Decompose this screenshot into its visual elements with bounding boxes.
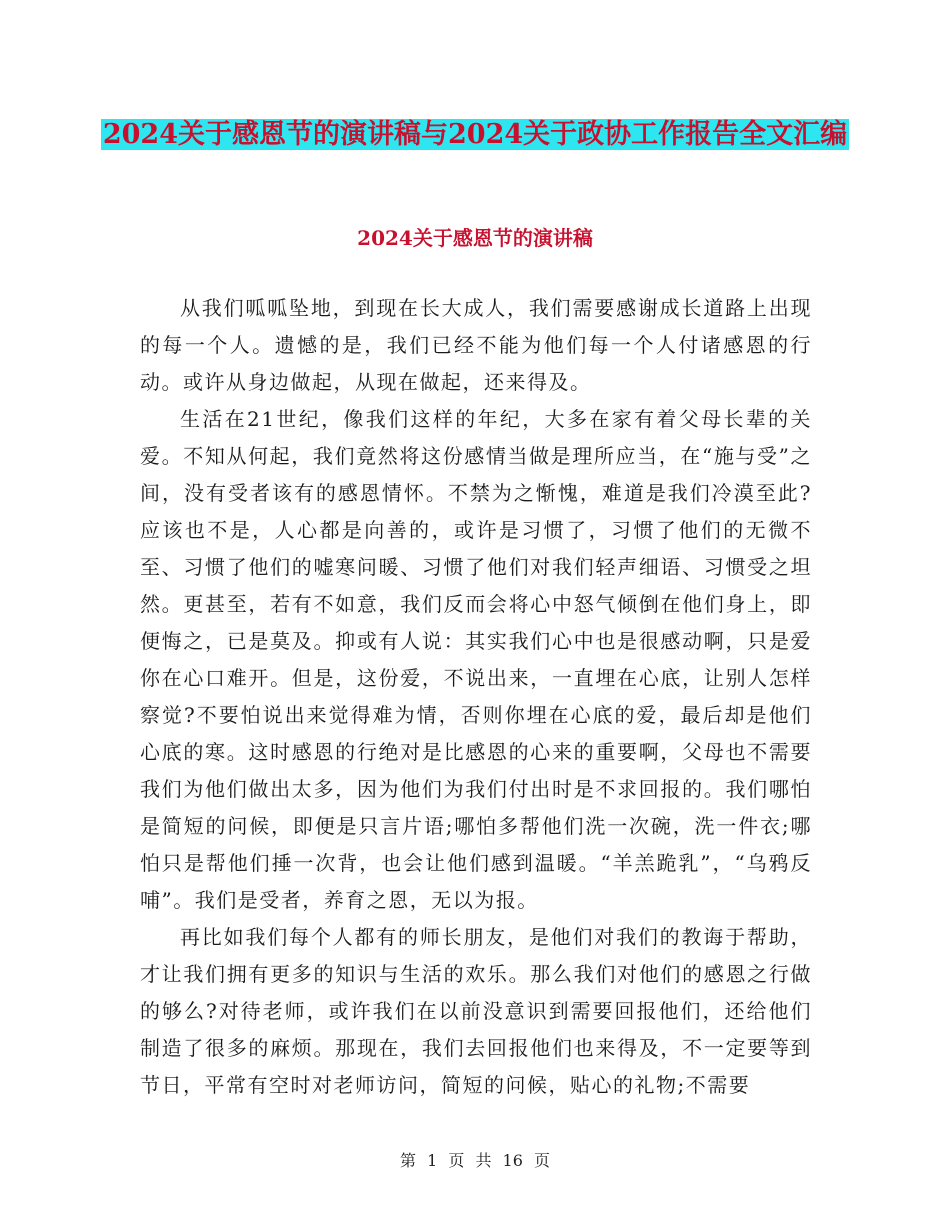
document-title-text: 2024关于感恩节的演讲稿与2024关于政协工作报告全文汇编	[102, 119, 848, 150]
section-title: 2024关于感恩节的演讲稿	[357, 226, 593, 250]
paragraph: 生活在21世纪，像我们这样的年纪，大多在家有着父母长辈的关爱。不知从何起，我们竟然将这份感情当做是理所应当，在“施与受”之间，没有受者该有的感恩情怀。不禁为之惭愧，难道是我们冷漠至此?应该也不是，人心都是向善的，或许是习惯了，习惯了他们的无微不至、习惯了他们的嘘寒问暖、习惯了他们对我们轻声细语、习惯受之坦然。更甚至，若有不如意，我们反而会将心中怒气倾倒在他们身上，即便悔之，已是莫及。抑或有人说：其实我们心中也是很感动啊，只是爱你在心口难开。但是，这份爱，不说出来，一直埋在心底，让别人怎样察觉?不要怕说出来觉得难为情，否则你埋在心底的爱，最后却是他们心底的寒。这时感恩的行绝对是比感恩的心来的重要啊，父母也不需要我们为他们做出太多，因为他们为我们付出时是不求回报的。我们哪怕是简短的问候，即便是只言片语;哪怕多帮他们洗一次碗，洗一件衣;哪怕只是帮他们捶一次背，也会让他们感到温暖。“羊羔跪乳”，“乌鸦反哺”。我们是受者，养育之恩，无以为报。	[140, 407, 812, 912]
page-number-footer: 第 1 页 共 16 页	[400, 1151, 550, 1170]
paragraph: 再比如我们每个人都有的师长朋友，是他们对我们的教诲于帮助，才让我们拥有更多的知识与生活的欢乐。那么我们对他们的感恩之行做的够么?对待老师，或许我们在以前没意识到需要回报他们，还给他们制造了很多的麻烦。那现在，我们去回报他们也来得及，不一定要等到节日，平常有空时对老师访问，简短的问候，贴心的礼物;不需要	[140, 925, 812, 1097]
document-title	[0, 110, 950, 160]
paragraph: 从我们呱呱坠地，到现在长大成人，我们需要感谢成长道路上出现的每一个人。遗憾的是，我们已经不能为他们每一个人付诸感恩的行动。或许从身边做起，从现在做起，还来得及。	[140, 296, 812, 394]
document-body	[140, 290, 812, 1104]
